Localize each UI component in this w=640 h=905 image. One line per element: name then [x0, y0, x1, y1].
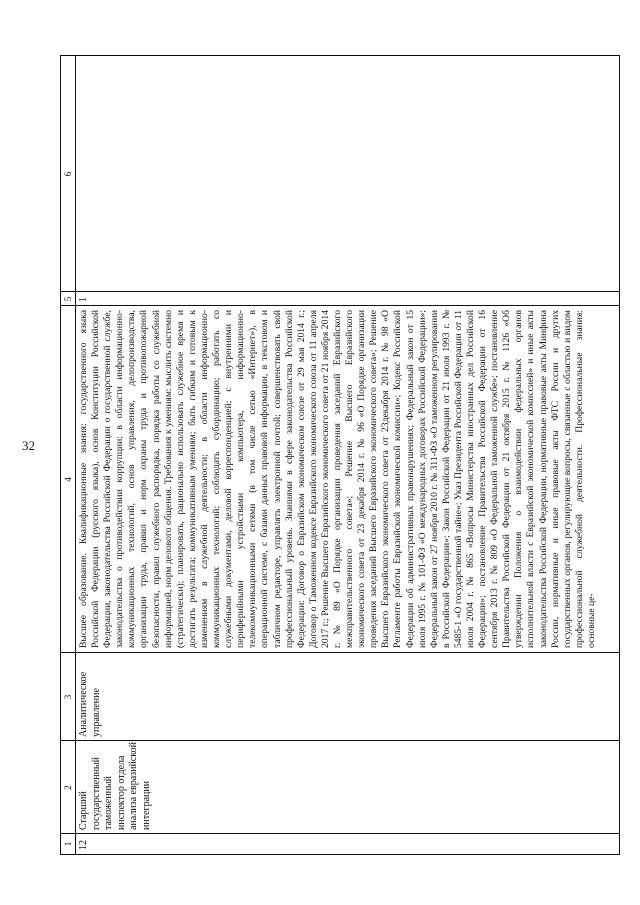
column-divider: [61, 833, 619, 834]
column-number: 4: [63, 477, 73, 482]
qualification-table: [60, 55, 620, 855]
qualification-requirements: Высшее образование. Квалификационные знания: государственного языка Российской Федерации (русского языка), основ Конституции Российской Федерации, законодательства Российской Федерации о государственной службе, законодательства о противодействии коррупции; в области информационно-коммуникационных технологий, основ управления, делопроизводства, организации труда, правил и норм охраны труда и противопожарной безопасности, правил служебного распорядка, порядка работы со служебной информацией, норм делового общения. Требования к умениям: мыслить системно (стратегически); планировать, рационально использовать служебное время и достигать результата; коммуникативным умениям; быть гибким и готовым к изменениям в служебной деятельности; в области информационно-коммуникационных технологий; соблюдать субординацию; работать со служебными документами, деловой корреспонденцией; с внутренними и периферийными устройствами компьютера, информационно-телекоммуникационными сетями (в том числе сетью «Интернет»), в операционной системе, с базами данных правовой информации, в текстовом и табличном редакторе, управлять электронной почтой; совершенствовать свой профессиональный уровень. Знаниями в сфере законодательства Российской Федерации: Договор о Евразийском экономическом союзе от 29 мая 2014 г.; Договор о Таможенном кодексе Евразийского экономического союза от 11 апреля 2017 г.; Решение Высшего Евразийского экономического совета от 21 ноября 2014 г. № 89 «О Порядке организации проведения заседаний Евразийского межправительственного совета»; Решение Высшего Евразийского экономического совета от 23 декабря 2014 г. № 96 «О Порядке организации проведения заседаний Высшего Евразийского экономического совета»; Решение Высшего Евразийского экономического совета от 23декабря 2014 г. № 98 «О Регламенте работы Евразийской экономической комиссии»; Кодекс Российской Федерации об административных правонарушениях; Федеральный закон от 15 июля 1995 г. № 101-ФЗ «О международных договорах Российской Федерации»; Федеральный закон от 27 ноября 2010 г. № 311-ФЗ «О таможенном регулировании в Российской Федерации»; Закон Российской Федерации от 21 июля 1993 г. № 5485-1 «О государственной тайне»; Указ Президента Российской Федерации от 11 июля 2004 г. № 865 «Вопросы Министерства иностранных дел Российской Федерации»; постановление Правительства Российской Федерации от 16 сентября 2013 г. № 809 «О Федеральной таможенной службе»; постановление Правительства Российской Федерации от 21 октября 2015 г. № 1126 «Об утверждении Положения о взаимодействии федеральных органов исполнительной власти с Евразийской экономической комиссией» и иные акты законодательства Российской Федерации, нормативные правовые акты Минфина России, нормативные и иные правовые акты ФТС России и других государственных органов, регулирующие вопросы, связанные с областью и видом профессиональной служебной деятельности. Профессиональные знания: основные це-: [78, 310, 597, 648]
position-title: Старший государственный таможенный инспектор отдела анализа евразийской интеграции: [78, 742, 152, 830]
department-name: Аналитическое управление: [78, 671, 102, 737]
column-number: 2: [63, 785, 73, 790]
column-number: 5: [63, 296, 73, 302]
column-number-row: [61, 56, 76, 854]
row-number: 12: [78, 840, 89, 850]
column-divider: [61, 291, 619, 292]
column-number: 1: [63, 841, 73, 847]
page-number: 32: [22, 438, 35, 453]
column-divider: [61, 740, 619, 741]
rotated-page-area: [60, 55, 620, 855]
column-5-value: 1: [78, 297, 89, 302]
column-divider: [61, 652, 619, 653]
column-divider: [61, 305, 619, 306]
column-number: 6: [63, 171, 73, 177]
column-number: 3: [63, 694, 73, 700]
